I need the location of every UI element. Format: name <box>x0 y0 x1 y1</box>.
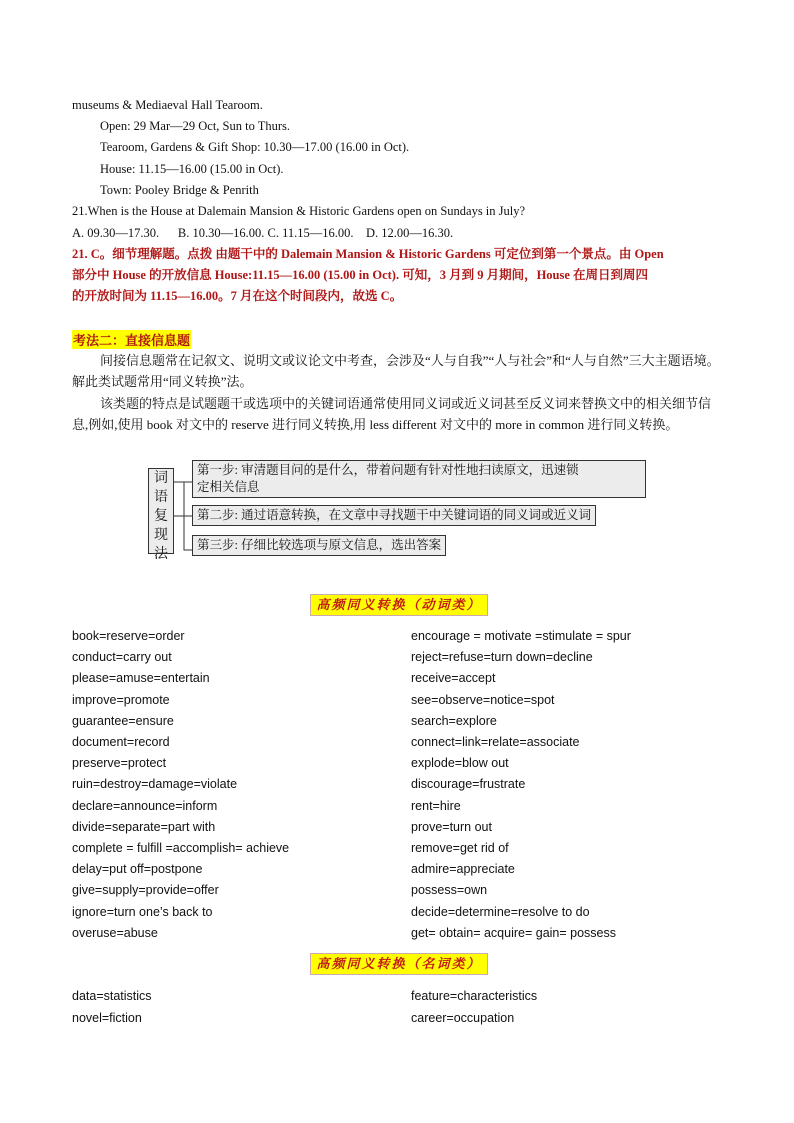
list-item: overuse=abuse <box>72 926 158 940</box>
diagram-label-char: 法 <box>154 547 168 562</box>
list-item: novel=fiction <box>72 1011 142 1025</box>
list-item: connect=link=relate=associate <box>411 735 580 749</box>
step-1-line-2: 定相关信息 <box>197 480 260 494</box>
list-item: receive=accept <box>411 671 496 685</box>
section-title: 考法二：直接信息题 <box>72 330 191 349</box>
list-item: book=reserve=order <box>72 629 185 643</box>
method-diagram <box>148 460 648 560</box>
listing-tearoom: Tearoom, Gardens & Gift Shop: 10.30—17.00 (16.00 in Oct). <box>100 140 410 154</box>
question-text: 21.When is the House at Dalemain Mansion & Historic Gardens open on Sundays in July? <box>72 204 526 218</box>
list-item: prove=turn out <box>411 820 492 834</box>
list-item: document=record <box>72 735 170 749</box>
diagram-label-char: 语 <box>154 490 168 505</box>
list-item: give=supply=provide=offer <box>72 883 219 897</box>
list-item: feature=characteristics <box>411 989 538 1003</box>
nouns-banner: 高频同义转换（名词类） <box>310 953 488 975</box>
list-item: get= obtain= acquire= gain= possess <box>411 926 617 940</box>
list-item: discourage=frustrate <box>411 777 526 791</box>
list-item: career=occupation <box>411 1011 515 1025</box>
list-item: divide=separate=part with <box>72 820 216 834</box>
diagram-label-char: 现 <box>154 528 168 543</box>
list-item: declare=announce=inform <box>72 799 218 813</box>
listing-open: Open: 29 Mar—29 Oct, Sun to Thurs. <box>100 119 291 133</box>
list-item: admire=appreciate <box>411 862 515 876</box>
list-item: complete = fulfill =accomplish= achieve <box>72 841 290 855</box>
verbs-banner: 高频同义转换（动词类） <box>310 594 488 616</box>
question-options: A. 09.30—17.30. B. 10.30—16.00. C. 11.15—16.00. D. 12.00—16.30. <box>72 226 454 240</box>
list-item: possess=own <box>411 883 488 897</box>
list-item: decide=determine=resolve to do <box>411 905 590 919</box>
diagram-step-2: 第二步: 通过语意转换，在文章中寻找题干中关键词语的同义词或近义词 <box>192 505 596 526</box>
listing-town: Town: Pooley Bridge & Penrith <box>100 183 259 197</box>
answer-line-1: 21. C。细节理解题。点拨 由题干中的 Dalemain Mansion & Historic Gardens 可定位到第一个景点。由 Open <box>72 247 664 261</box>
section-paragraph-2 <box>72 393 724 435</box>
list-item: see=observe=notice=spot <box>411 693 555 707</box>
diagram-label-char: 词 <box>154 471 168 486</box>
list-item: ignore=turn one’s back to <box>72 905 213 919</box>
list-item: remove=get rid of <box>411 841 509 855</box>
list-item: reject=refuse=turn down=decline <box>411 650 593 664</box>
section-paragraph-1 <box>72 350 724 392</box>
paragraph-2-text: 该类题的特点是试题题干或选项中的关键词语通常使用同义词或近义词甚至反义词来替换文中的相关细节信息,例如,使用 book 对文中的 reserve 进行同义转换,用 less different 对文中的 more in common 进行同义转换。 <box>72 396 712 432</box>
diagram-label-char: 复 <box>154 509 168 524</box>
paragraph-1-text: 间接信息题常在记叙文、说明文或议论文中考查，会涉及“人与自我”“人与社会”和“人与自然”三大主题语境。解此类试题常用“同义转换”法。 <box>72 353 720 389</box>
list-item: encourage = motivate =stimulate = spur <box>411 629 631 643</box>
list-item: rent=hire <box>411 799 461 813</box>
diagram-step-1 <box>192 460 646 498</box>
answer-line-3: 的开放时间为 11.15—16.00。7 月在这个时间段内，故选 C。 <box>72 289 403 303</box>
list-item: ruin=destroy=damage=violate <box>72 777 238 791</box>
answer-line-2: 部分中 House 的开放信息 House:11.15—16.00 (15.00 in Oct). 可知，3 月到 9 月期间，House 在周日到周四 <box>72 268 649 282</box>
list-item: conduct=carry out <box>72 650 172 664</box>
list-item: delay=put off=postpone <box>72 862 203 876</box>
list-item: search=explore <box>411 714 497 728</box>
step-1-line-1: 第一步: 审清题目问的是什么，带着问题有针对性地扫读原文，迅速锁 <box>197 463 579 477</box>
list-item: guarantee=ensure <box>72 714 174 728</box>
list-item: data=statistics <box>72 989 152 1003</box>
listing-house: House: 11.15—16.00 (15.00 in Oct). <box>100 162 284 176</box>
list-item: improve=promote <box>72 693 170 707</box>
diagram-step-3: 第三步: 仔细比较选项与原文信息，选出答案 <box>192 535 446 556</box>
list-item: preserve=protect <box>72 756 167 770</box>
listing-line: museums & Mediaeval Hall Tearoom. <box>72 98 263 112</box>
list-item: explode=blow out <box>411 756 509 770</box>
list-item: please=amuse=entertain <box>72 671 210 685</box>
